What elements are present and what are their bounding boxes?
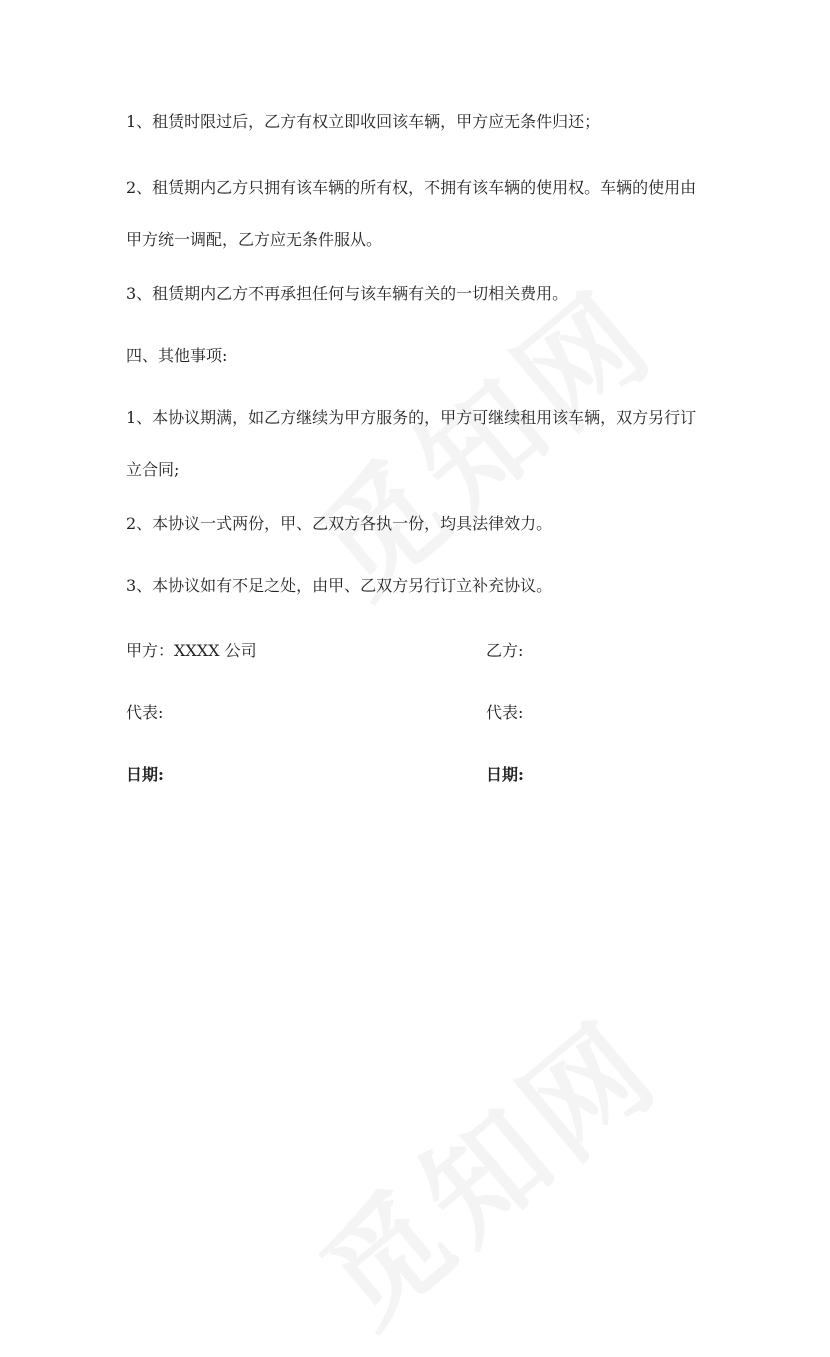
date-b-label: 日期: xyxy=(486,765,524,784)
signature-date-row xyxy=(126,760,706,790)
other-clause-3: 3、本协议如有不足之处，由甲、乙双方另行订立补充协议。 xyxy=(126,576,553,595)
clause-1: 1、租赁时限过后，乙方有权立即收回该车辆，甲方应无条件归还； xyxy=(126,112,601,131)
clause-2: 2、租赁期内乙方只拥有该车辆的所有权，不拥有该车辆的使用权。车辆的使用由甲方统一调配，乙方应无条件服从。 xyxy=(126,178,697,249)
section-title-other-matters: 四、其他事项: xyxy=(126,346,228,365)
date-a-label: 日期: xyxy=(126,765,164,784)
clause-3: 3、租赁期内乙方不再承担任何与该车辆有关的一切相关费用。 xyxy=(126,284,569,303)
representative-a-label: 代表: xyxy=(126,703,164,722)
representative-b-label: 代表: xyxy=(486,703,524,722)
party-b-label: 乙方: xyxy=(486,641,524,660)
other-clause-2: 2、本协议一式两份，甲、乙双方各执一份，均具法律效力。 xyxy=(126,514,553,533)
watermark-bottom xyxy=(280,975,689,1357)
other-clause-1: 1、本协议期满，如乙方继续为甲方服务的，甲方可继续租用该车辆，双方另行订立合同; xyxy=(126,408,697,479)
signature-party-row xyxy=(126,636,706,666)
party-a-label: 甲方：XXXX 公司 xyxy=(126,641,257,660)
signature-representative-row xyxy=(126,698,706,728)
